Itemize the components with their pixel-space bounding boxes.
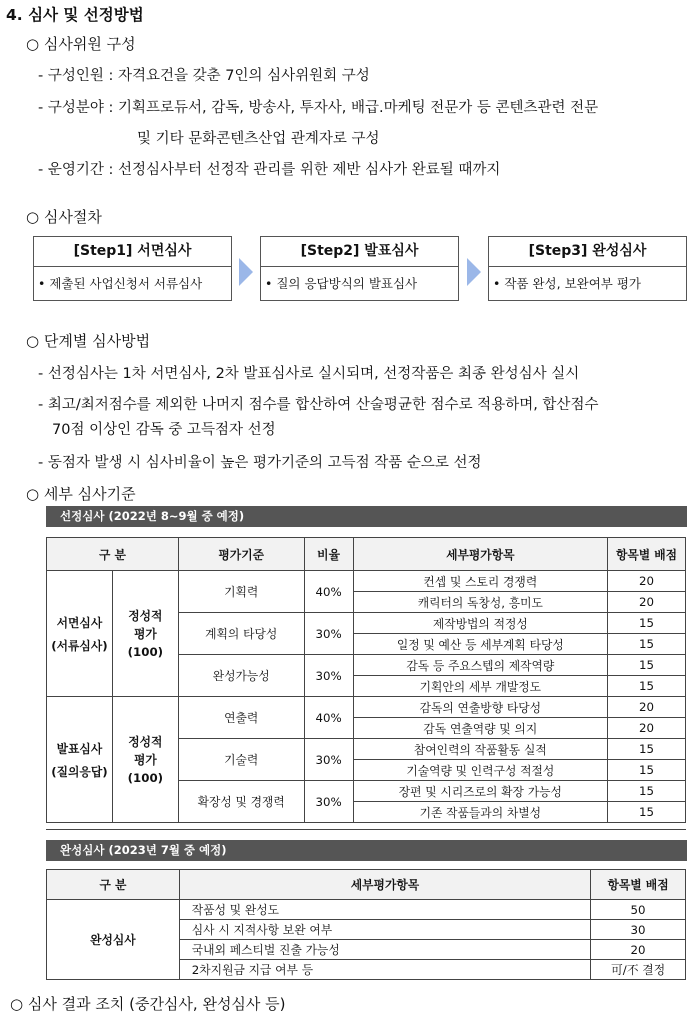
group-cell	[47, 697, 113, 823]
criterion-ratio: 30%	[304, 655, 353, 697]
col-header: 세부평가항목	[179, 870, 590, 900]
committee-line: - 구성인원 : 자격요건을 갖춘 7인의 심사위원회 구성	[38, 68, 370, 84]
completion-name: 완성심사	[47, 900, 180, 980]
item-score: 20	[608, 592, 686, 613]
item-score: 15	[608, 634, 686, 655]
col-header: 비율	[304, 538, 353, 571]
group-name: 서면심사	[56, 615, 103, 630]
divider	[46, 829, 686, 830]
item-score: 20	[608, 697, 686, 718]
item-score: 可/不 결정	[591, 960, 686, 980]
col-header: 항목별 배점	[608, 538, 686, 571]
criterion-ratio: 40%	[304, 697, 353, 739]
item-name: 컨셉 및 스토리 경쟁력	[353, 571, 608, 592]
type-line: (100)	[127, 644, 164, 659]
table-row	[47, 571, 686, 592]
item-score: 15	[608, 760, 686, 781]
step-body: • 제출된 사업신청서 서류심사	[38, 276, 203, 291]
step-body: • 질의 응답방식의 발표심사	[265, 276, 418, 291]
step-head: [Step1] 서면심사	[34, 237, 231, 267]
methods-line: - 선정심사는 1차 서면심사, 2차 발표심사로 실시되며, 선정작품은 최종 완성심사 실시	[38, 366, 580, 382]
methods-line: - 동점자 발생 시 심사비율이 높은 평가기준의 고득점 작품 순으로 선정	[38, 455, 482, 471]
item-score: 15	[608, 739, 686, 760]
item-name: 작품성 및 완성도	[179, 900, 590, 920]
item-name: 참여인력의 작품활동 실적	[353, 739, 608, 760]
col-header: 평가기준	[178, 538, 304, 571]
step-body: • 작품 완성, 보완여부 평가	[493, 276, 641, 291]
group-sub: (서류심사)	[51, 638, 108, 653]
committee-title: ○ 심사위원 구성	[26, 35, 136, 53]
table-row	[47, 900, 686, 920]
type-line: 정성적	[128, 734, 163, 749]
item-name: 기술역량 및 인력구성 적절성	[353, 760, 608, 781]
chevron-right-icon	[239, 258, 253, 286]
item-name: 캐릭터의 독창성, 흥미도	[353, 592, 608, 613]
step-head: [Step3] 완성심사	[489, 237, 686, 267]
criterion-ratio: 30%	[304, 613, 353, 655]
chevron-right-icon	[467, 258, 481, 286]
item-name: 기존 작품들과의 차별성	[353, 802, 608, 823]
type-line: (100)	[127, 770, 164, 785]
type-cell	[112, 697, 178, 823]
section-heading: 4. 심사 및 선정방법	[6, 6, 144, 24]
committee-line: - 구성분야 : 기획프로듀서, 감독, 방송사, 투자사, 배급.마케팅 전문가 등 콘텐츠관련 전문	[38, 100, 599, 116]
type-line: 평가	[133, 752, 157, 767]
group-name: 발표심사	[56, 741, 103, 756]
item-score: 15	[608, 802, 686, 823]
completion-table	[46, 869, 686, 980]
step-box	[260, 236, 459, 301]
criterion-name: 기술력	[178, 739, 304, 781]
col-header: 구 분	[47, 870, 180, 900]
item-name: 국내외 페스티벌 진출 가능성	[179, 940, 590, 960]
item-score: 30	[591, 920, 686, 940]
criterion-name: 기획력	[178, 571, 304, 613]
item-name: 심사 시 지적사항 보완 여부	[179, 920, 590, 940]
criterion-name: 연출력	[178, 697, 304, 739]
criterion-ratio: 30%	[304, 781, 353, 823]
item-name: 감독 등 주요스텝의 제작역량	[353, 655, 608, 676]
group-sub: (질의응답)	[51, 764, 108, 779]
completion-bar: 완성심사 (2023년 7월 중 예정)	[46, 840, 687, 861]
procedure-title: ○ 심사절차	[26, 208, 102, 226]
item-name: 장편 및 시리즈로의 확장 가능성	[353, 781, 608, 802]
item-name: 2차지원금 지급 여부 등	[179, 960, 590, 980]
item-name: 감독 연출역량 및 의지	[353, 718, 608, 739]
result-title: ○ 심사 결과 조치 (중간심사, 완성심사 등)	[10, 995, 286, 1013]
criterion-name: 확장성 및 경쟁력	[178, 781, 304, 823]
step-head: [Step2] 발표심사	[261, 237, 458, 267]
item-name: 일정 및 예산 등 세부계획 타당성	[353, 634, 608, 655]
methods-title: ○ 단계별 심사방법	[26, 332, 151, 350]
criterion-ratio: 30%	[304, 739, 353, 781]
step-box	[488, 236, 687, 301]
table-row	[47, 697, 686, 718]
selection-bar: 선정심사 (2022년 8~9월 중 예정)	[46, 506, 687, 527]
type-line: 정성적	[128, 608, 163, 623]
item-name: 제작방법의 적정성	[353, 613, 608, 634]
item-score: 15	[608, 655, 686, 676]
committee-line: 및 기타 문화콘텐츠산업 관계자로 구성	[137, 131, 380, 147]
item-score: 15	[608, 676, 686, 697]
step-box	[33, 236, 232, 301]
item-score: 50	[591, 900, 686, 920]
item-name: 감독의 연출방향 타당성	[353, 697, 608, 718]
methods-line: - 최고/최저점수를 제외한 나머지 점수를 합산하여 산술평균한 점수로 적용하며, 합산점수	[38, 397, 599, 413]
criterion-ratio: 40%	[304, 571, 353, 613]
item-name: 기획안의 세부 개발정도	[353, 676, 608, 697]
col-header: 세부평가항목	[353, 538, 608, 571]
item-score: 20	[608, 718, 686, 739]
selection-table	[46, 537, 686, 823]
methods-line: 70점 이상인 감독 중 고득점자 선정	[52, 422, 276, 438]
criterion-name: 완성가능성	[178, 655, 304, 697]
criteria-title: ○ 세부 심사기준	[26, 485, 136, 503]
criterion-name: 계획의 타당성	[178, 613, 304, 655]
item-score: 15	[608, 781, 686, 802]
group-cell	[47, 571, 113, 697]
committee-line: - 운영기간 : 선정심사부터 선정작 관리를 위한 제반 심사가 완료될 때까지	[38, 162, 501, 178]
type-line: 평가	[133, 626, 157, 641]
col-header: 구 분	[47, 538, 179, 571]
item-score: 15	[608, 613, 686, 634]
col-header: 항목별 배점	[591, 870, 686, 900]
type-cell	[112, 571, 178, 697]
item-score: 20	[608, 571, 686, 592]
item-score: 20	[591, 940, 686, 960]
